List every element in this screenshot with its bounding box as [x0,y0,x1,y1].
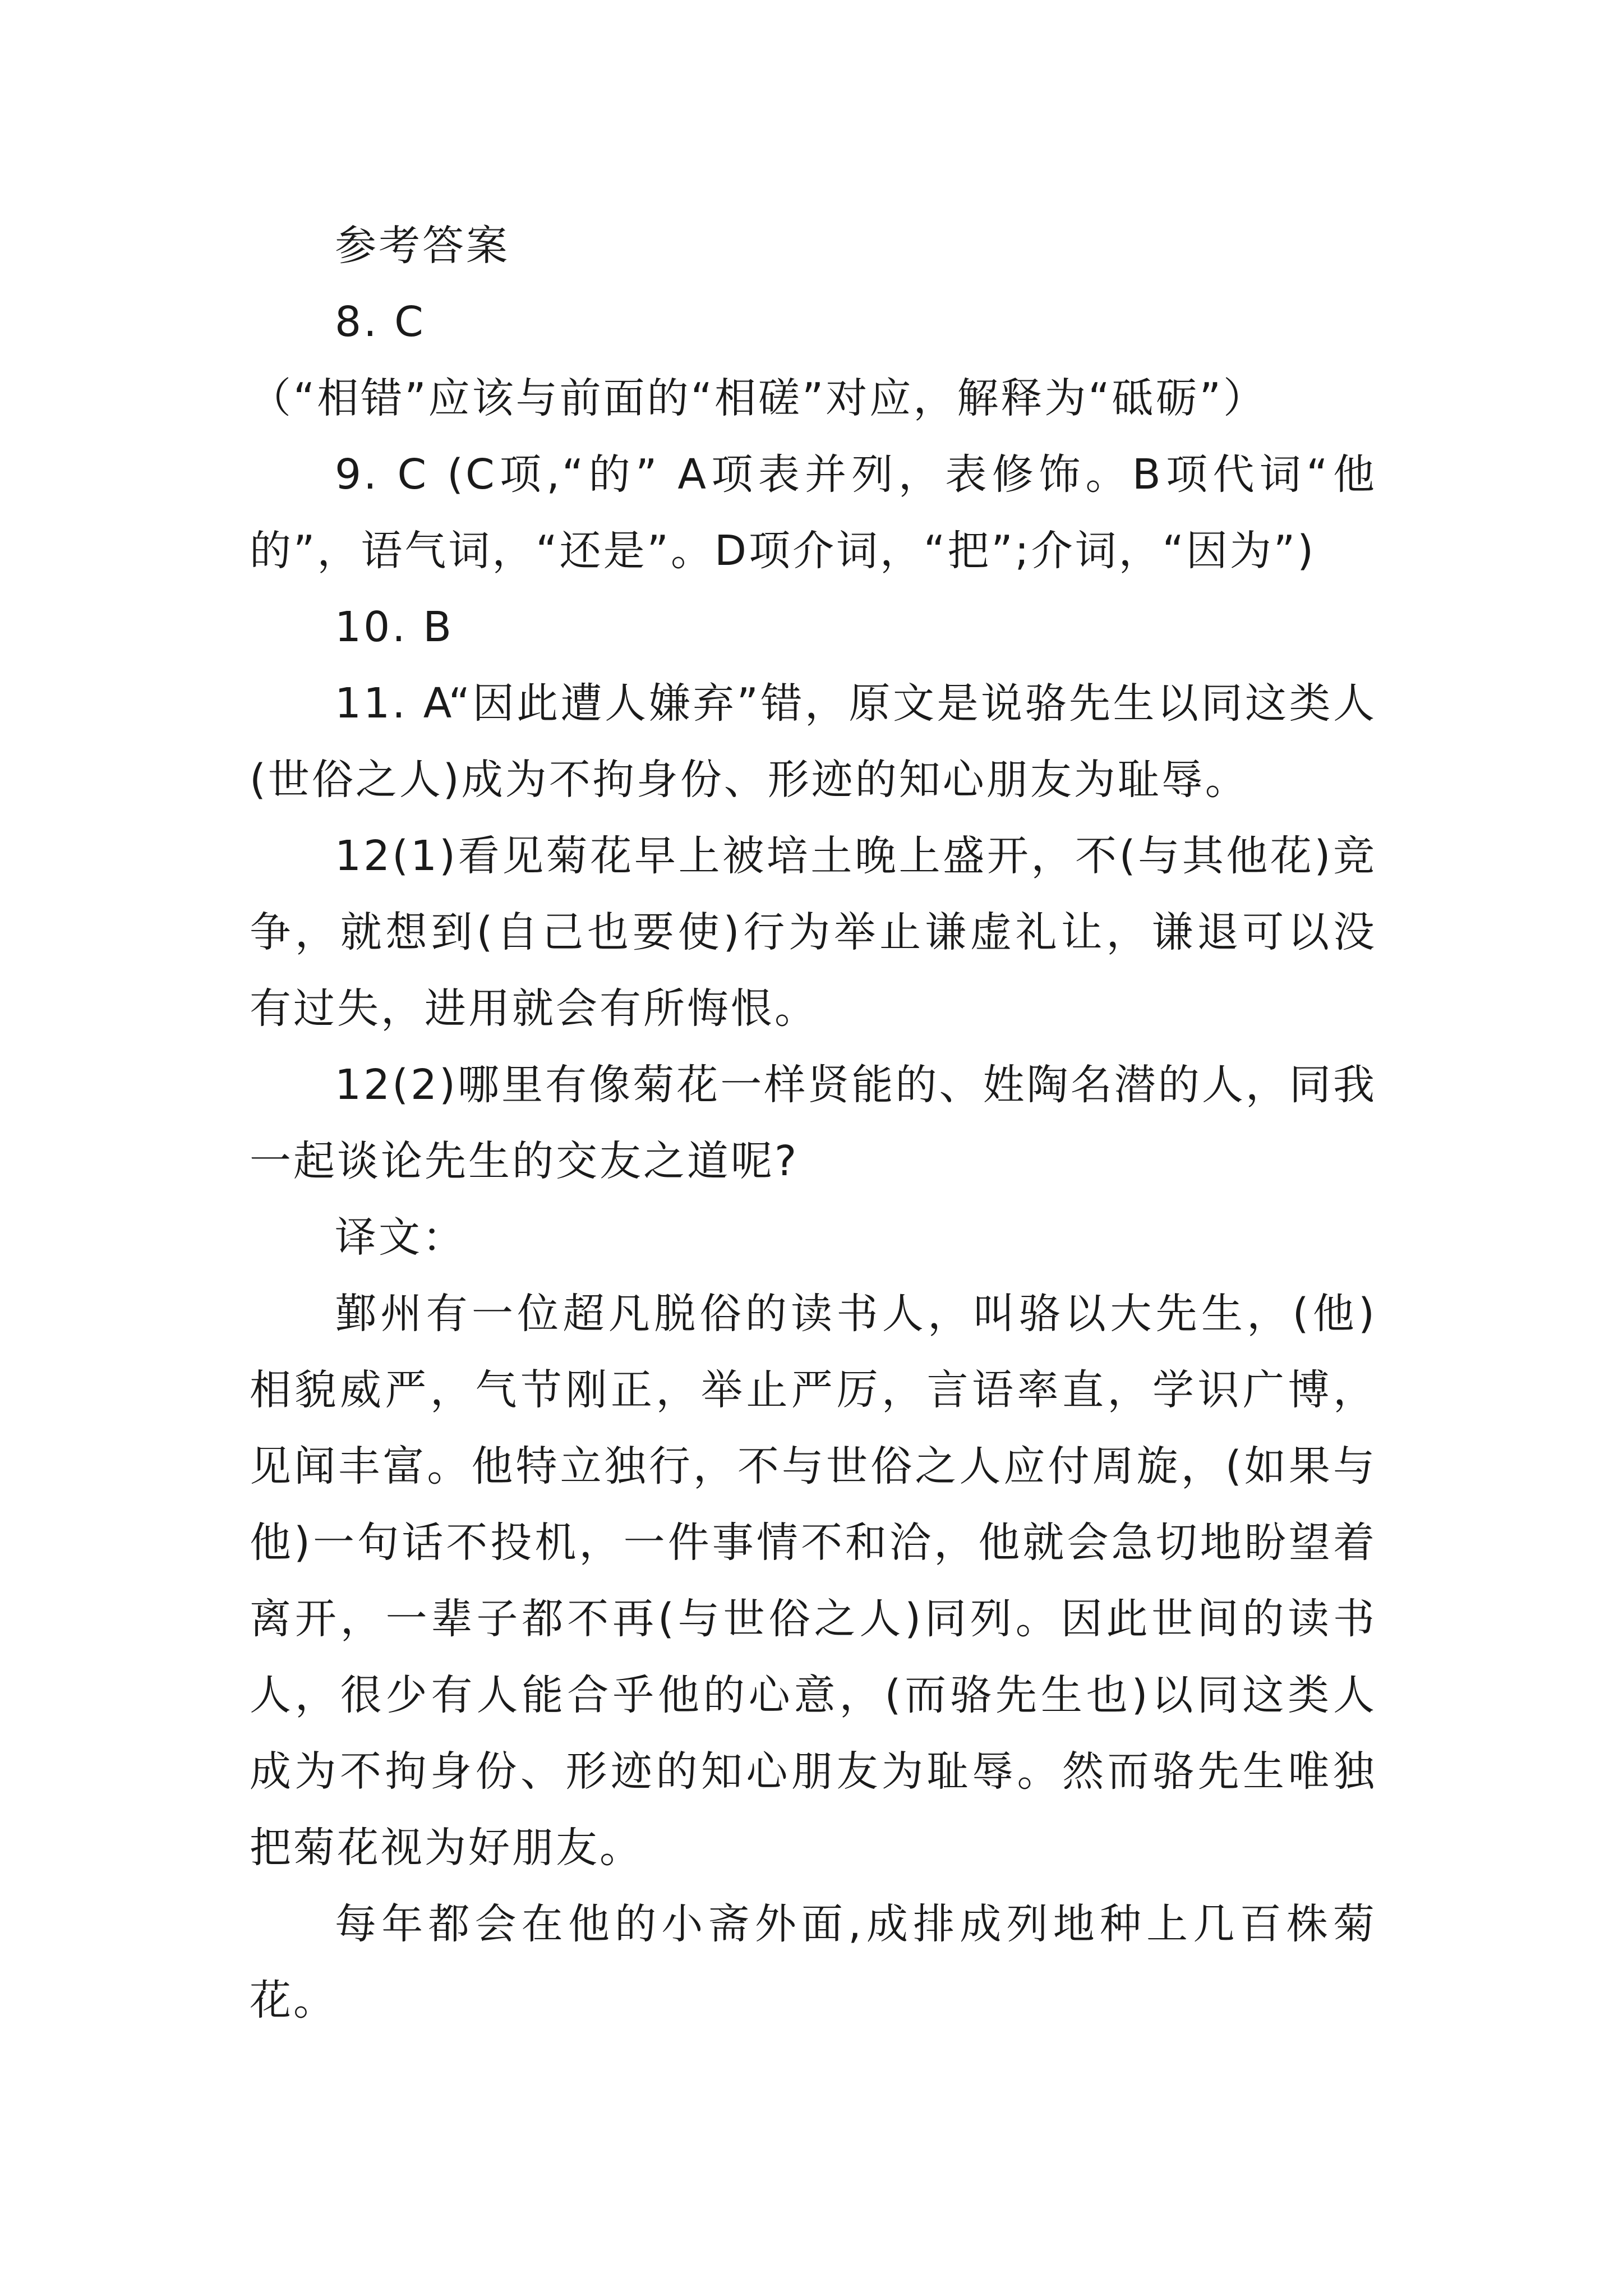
translation-paragraph-1: 鄞州有一位超凡脱俗的读书人，叫骆以大先生，(他)相貌威严，气节刚正，举止严厉，言语率直，学识广博，见闻丰富。他特立独行，不与世俗之人应付周旋，(如果与他)一句话不投机，一件事情不和洽，他就会急切地盼望着离开，一辈子都不再(与世俗之人)同列。因此世间的读书人，很少有人能合乎他的心意，(而骆先生也)以同这类人成为不拘身份、形迹的知心朋友为耻辱。然而骆先生唯独把菊花视为好朋友。 [250,1290,1377,1872]
answer-9: 9. C (C项,“的” A项表并列，表修饰。B项代词“他的”，语气词，“还是”。D项介词，“把”;介词，“因为”) [250,450,1377,575]
answer-8-explanation: （“相错”应该与前面的“相磋”对应，解释为“砥砺”） [250,374,1267,422]
answer-12-2: 12(2)哪里有像菊花一样贤能的、姓陶名潜的人，同我一起谈论先生的交友之道呢? [250,1061,1377,1185]
answer-12-1: 12(1)看见菊花早上被培土晚上盛开，不(与其他花)竞争，就想到(自己也要使)行为举止谦虚礼让，谦退可以没有过失，进用就会有所悔恨。 [250,832,1377,1033]
answer-heading: 参考答案 [335,222,510,270]
answer-8: 8. C [335,298,426,346]
translation-paragraph-2: 每年都会在他的小斋外面,成排成列地种上几百株菊花。 [250,1900,1377,2024]
answer-11: 11. A“因此遭人嫌弃”错，原文是说骆先生以同这类人(世俗之人)成为不拘身份、形迹的知心朋友为耻辱。 [250,679,1377,804]
answer-10: 10. B [335,603,454,651]
translation-heading: 译文： [335,1213,466,1262]
document-body [250,208,1377,2039]
